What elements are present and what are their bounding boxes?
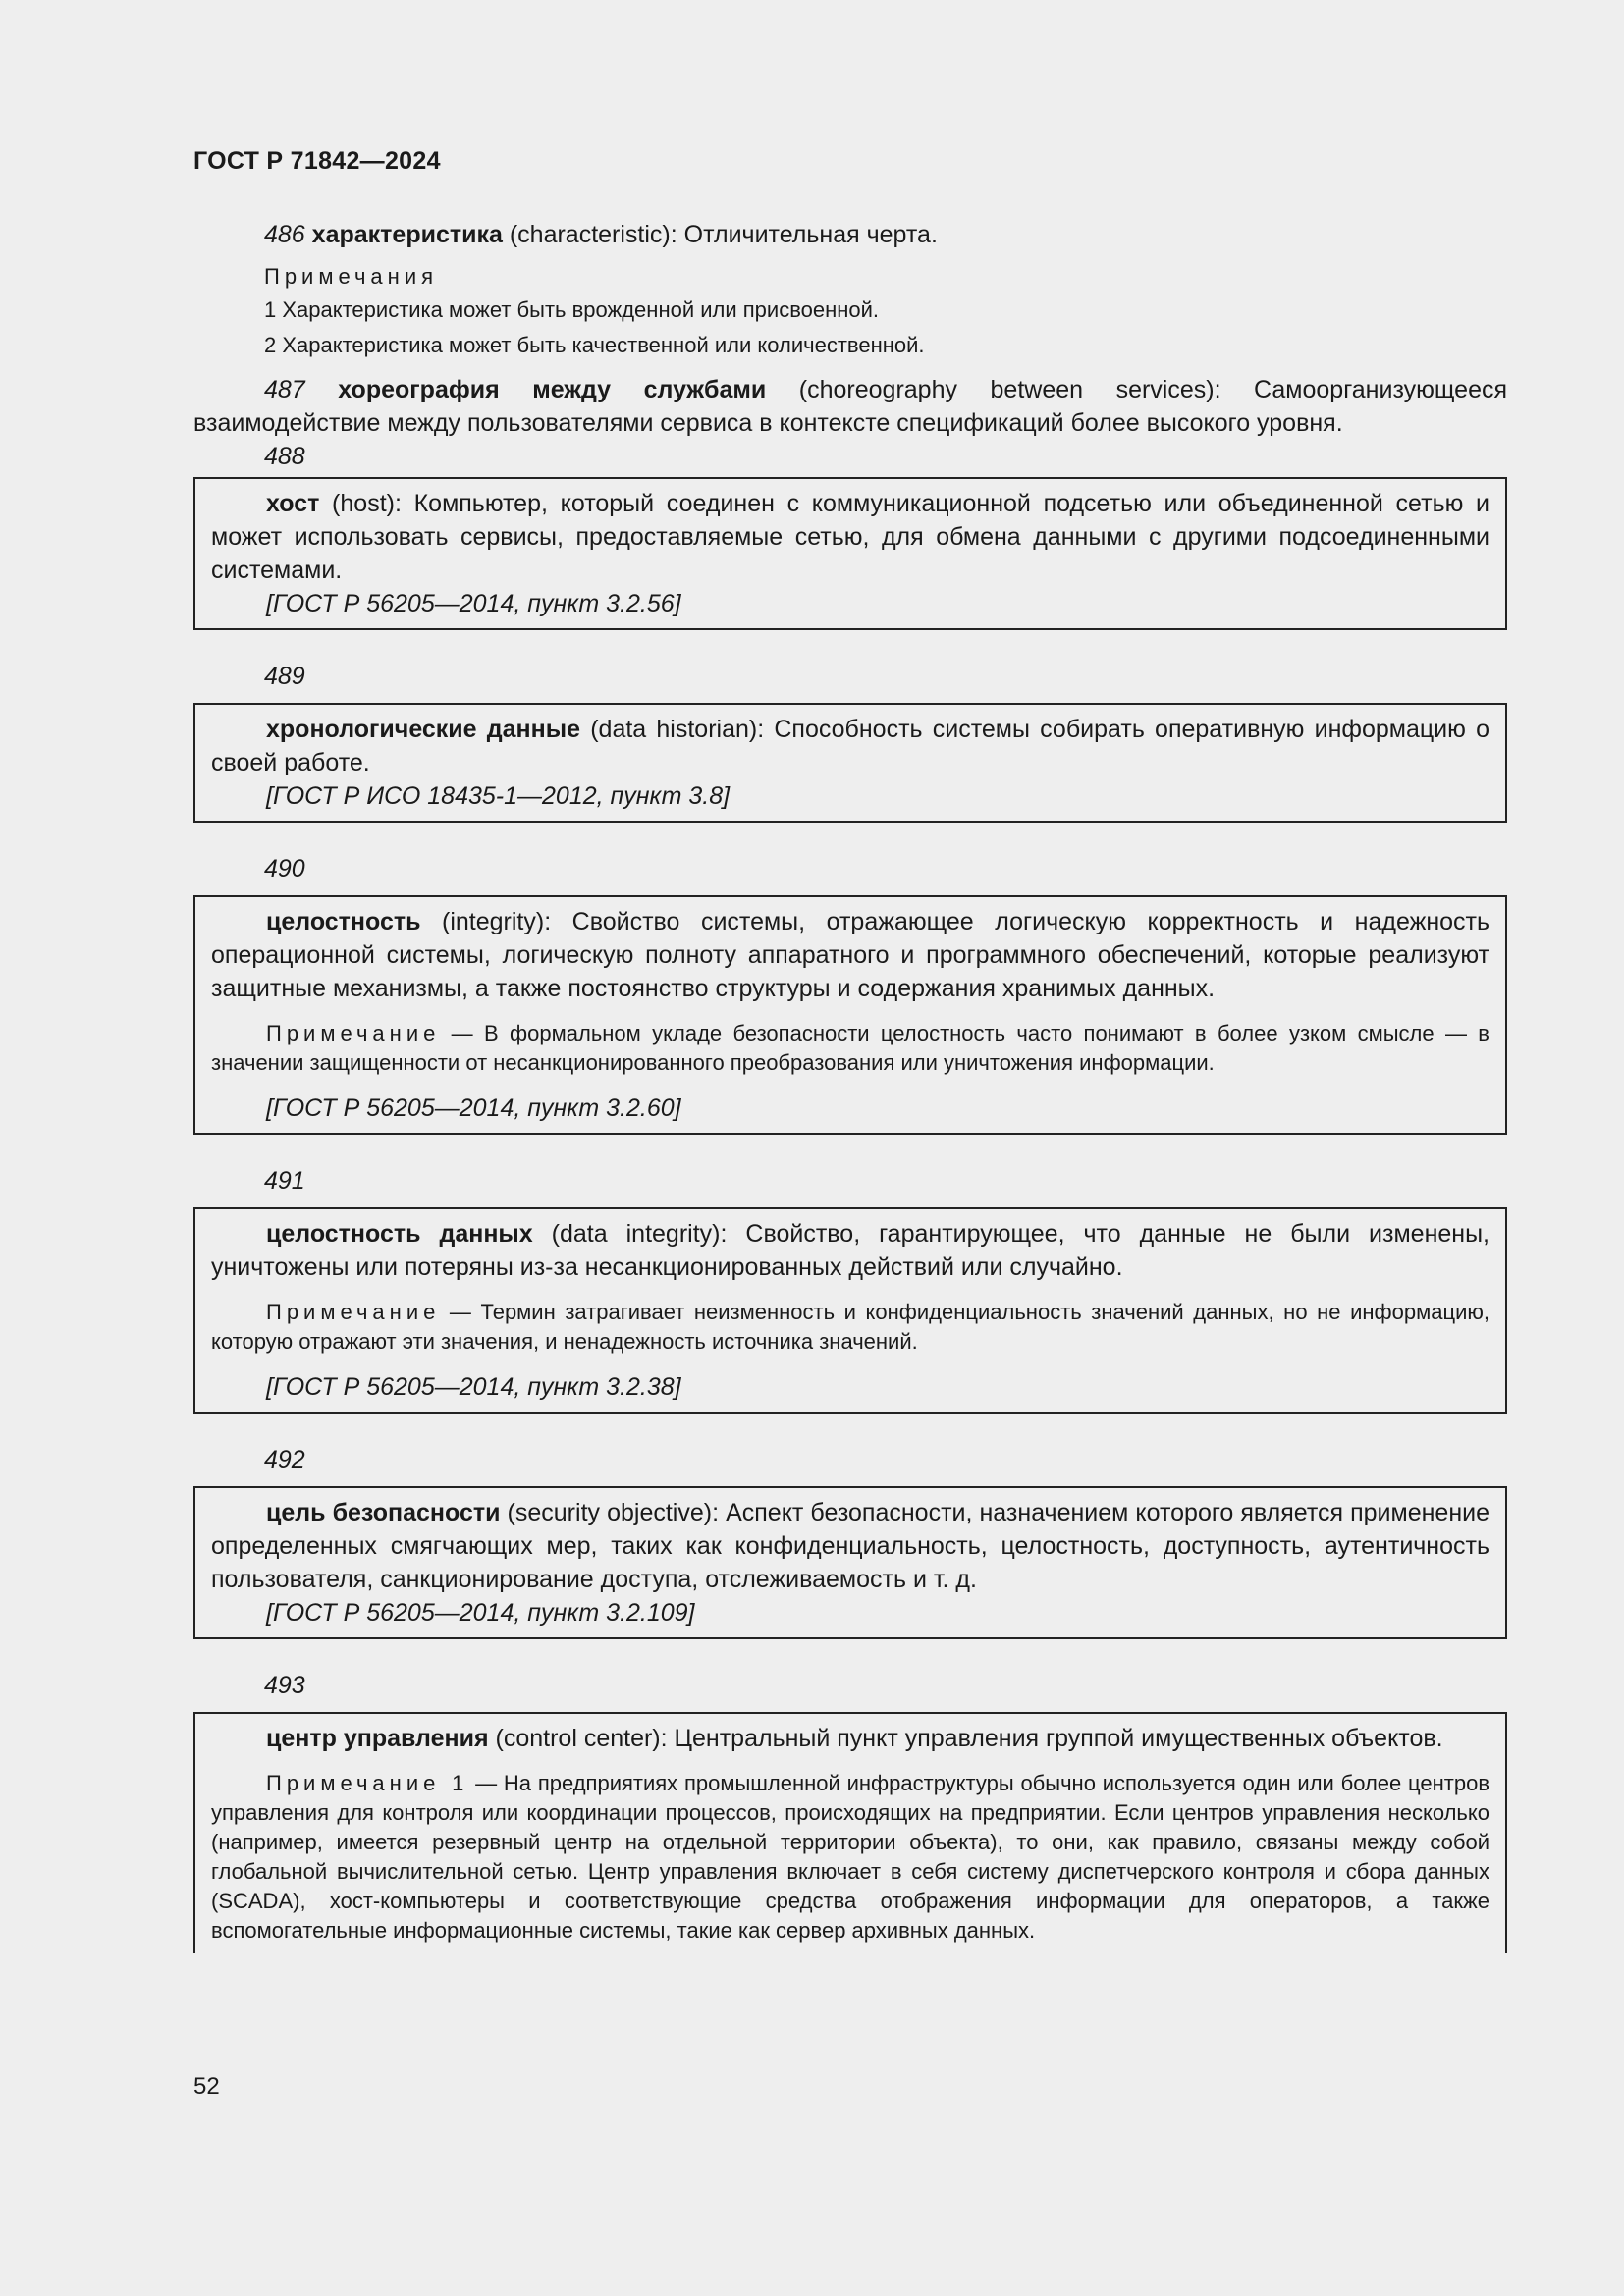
term-number-493: 493 bbox=[264, 1672, 305, 1699]
term-definition: (host): Компьютер, который соединен с коммуникационной подсетью или объединенной сетью и может использовать сервисы, предоставляемые сетью, для обмена данными с другими подсоединенными системами. bbox=[211, 490, 1489, 584]
term-name: хореография между службами bbox=[338, 376, 767, 403]
term-number-489: 489 bbox=[264, 663, 305, 690]
term-name: цель безопасности bbox=[266, 1499, 501, 1526]
term-entry-490 bbox=[211, 905, 1489, 1005]
note-label: Примечание 1 bbox=[266, 1771, 469, 1795]
note-label: Примечание bbox=[266, 1300, 441, 1324]
note-text: — Термин затрагивает неизменность и конфиденциальность значений данных, но не информацию, которую отражают эти значения, и ненадежность источника значений. bbox=[211, 1300, 1489, 1354]
term-box-488 bbox=[193, 477, 1507, 630]
term-name: целостность bbox=[266, 908, 421, 935]
term-name: целостность данных bbox=[266, 1220, 533, 1248]
term-note bbox=[211, 1769, 1489, 1946]
source-reference: [ГОСТ Р 56205—2014, пункт 3.2.38] bbox=[266, 1373, 681, 1401]
note-item-2: 2 Характеристика может быть качественной или количественной. bbox=[264, 333, 925, 357]
term-box-489 bbox=[193, 703, 1507, 823]
source-reference: [ГОСТ Р 56205—2014, пункт 3.2.60] bbox=[266, 1095, 681, 1122]
term-entry-492 bbox=[211, 1496, 1489, 1596]
term-box-493 bbox=[193, 1712, 1507, 1953]
note-item-1: 1 Характеристика может быть врожденной или присвоенной. bbox=[264, 297, 880, 322]
term-entry-488 bbox=[211, 487, 1489, 587]
term-name: центр управления bbox=[266, 1725, 489, 1752]
term-note bbox=[211, 1298, 1489, 1357]
document-header: ГОСТ Р 71842—2024 bbox=[193, 147, 441, 175]
term-definition: (control center): Центральный пункт управления группой имущественных объектов. bbox=[488, 1725, 1443, 1752]
term-entry-486 bbox=[193, 218, 1507, 251]
term-entry-491 bbox=[211, 1217, 1489, 1284]
term-entry-489 bbox=[211, 713, 1489, 779]
term-entry-493 bbox=[211, 1722, 1489, 1755]
term-definition: (data historian): Способность системы собирать оперативную информацию о своей работе. bbox=[211, 716, 1489, 776]
page-number: 52 bbox=[193, 2073, 220, 2100]
term-name: характеристика bbox=[311, 221, 503, 248]
term-entry-487 bbox=[193, 373, 1507, 440]
term-number: 487 bbox=[264, 376, 305, 403]
term-name: хост bbox=[266, 490, 320, 517]
source-reference: [ГОСТ Р 56205—2014, пункт 3.2.56] bbox=[266, 590, 681, 617]
term-definition: (data integrity): Свойство, гарантирующее, что данные не были изменены, уничтожены или потеряны из-за несанкционированных действий или случайно. bbox=[211, 1220, 1489, 1281]
term-box-492 bbox=[193, 1486, 1507, 1639]
source-reference: [ГОСТ Р ИСО 18435-1—2012, пункт 3.8] bbox=[266, 782, 731, 810]
term-name: хронологические данные bbox=[266, 716, 581, 743]
note-text: — На предприятиях промышленной инфраструктуры обычно используется один или более центров управления для контроля или координации процессов, происходящих на предприятии. Если центров управления несколько (например, имеется резервный центр на отдельной территории объекта), то они, как правило, связаны между собой глобальной вычислительной сетью. Центр управления включает в себя систему диспетчерского контроля и сбора данных (SCADA), хост-компьютеры и соответствующие средства отображения информации для операторов, а также вспомогательные информационные системы, такие как сервер архивных данных. bbox=[211, 1771, 1490, 1943]
term-number-490: 490 bbox=[264, 855, 305, 882]
note-text: — В формальном укладе безопасности целостность часто понимают в более узком смысле — в значении защищенности от несанкционированного преобразования или уничтожения информации. bbox=[211, 1021, 1489, 1075]
term-definition: (characteristic): Отличительная черта. bbox=[502, 221, 938, 248]
term-note bbox=[211, 1019, 1489, 1078]
document-body bbox=[193, 218, 1507, 1953]
note-label: Примечание bbox=[266, 1021, 441, 1045]
term-number-491: 491 bbox=[264, 1167, 305, 1195]
term-box-491 bbox=[193, 1207, 1507, 1414]
term-definition: (security objective): Аспект безопасности, назначением которого является применение определенных смягчающих мер, таких как конфиденциальность, целостность, доступность, аутентичность пользователя, санкционирование доступа, отслеживаемость и т. д. bbox=[211, 1499, 1489, 1593]
term-definition: (integrity): Свойство системы, отражающее логическую корректность и надежность операционной системы, логическую полноту аппаратного и программного обеспечений, которые реализуют защитные механизмы, а также постоянство структуры и содержания хранимых данных. bbox=[211, 908, 1489, 1002]
term-box-490 bbox=[193, 895, 1507, 1135]
term-number-492: 492 bbox=[264, 1446, 305, 1473]
term-number-488: 488 bbox=[264, 443, 305, 470]
source-reference: [ГОСТ Р 56205—2014, пункт 3.2.109] bbox=[266, 1599, 695, 1627]
term-definition: (choreography between services): Самоорганизующееся взаимодействие между пользователями сервиса в контексте спецификаций более высокого уровня. bbox=[193, 376, 1508, 437]
term-number: 486 bbox=[264, 221, 305, 248]
notes-heading: Примечания bbox=[264, 264, 439, 289]
